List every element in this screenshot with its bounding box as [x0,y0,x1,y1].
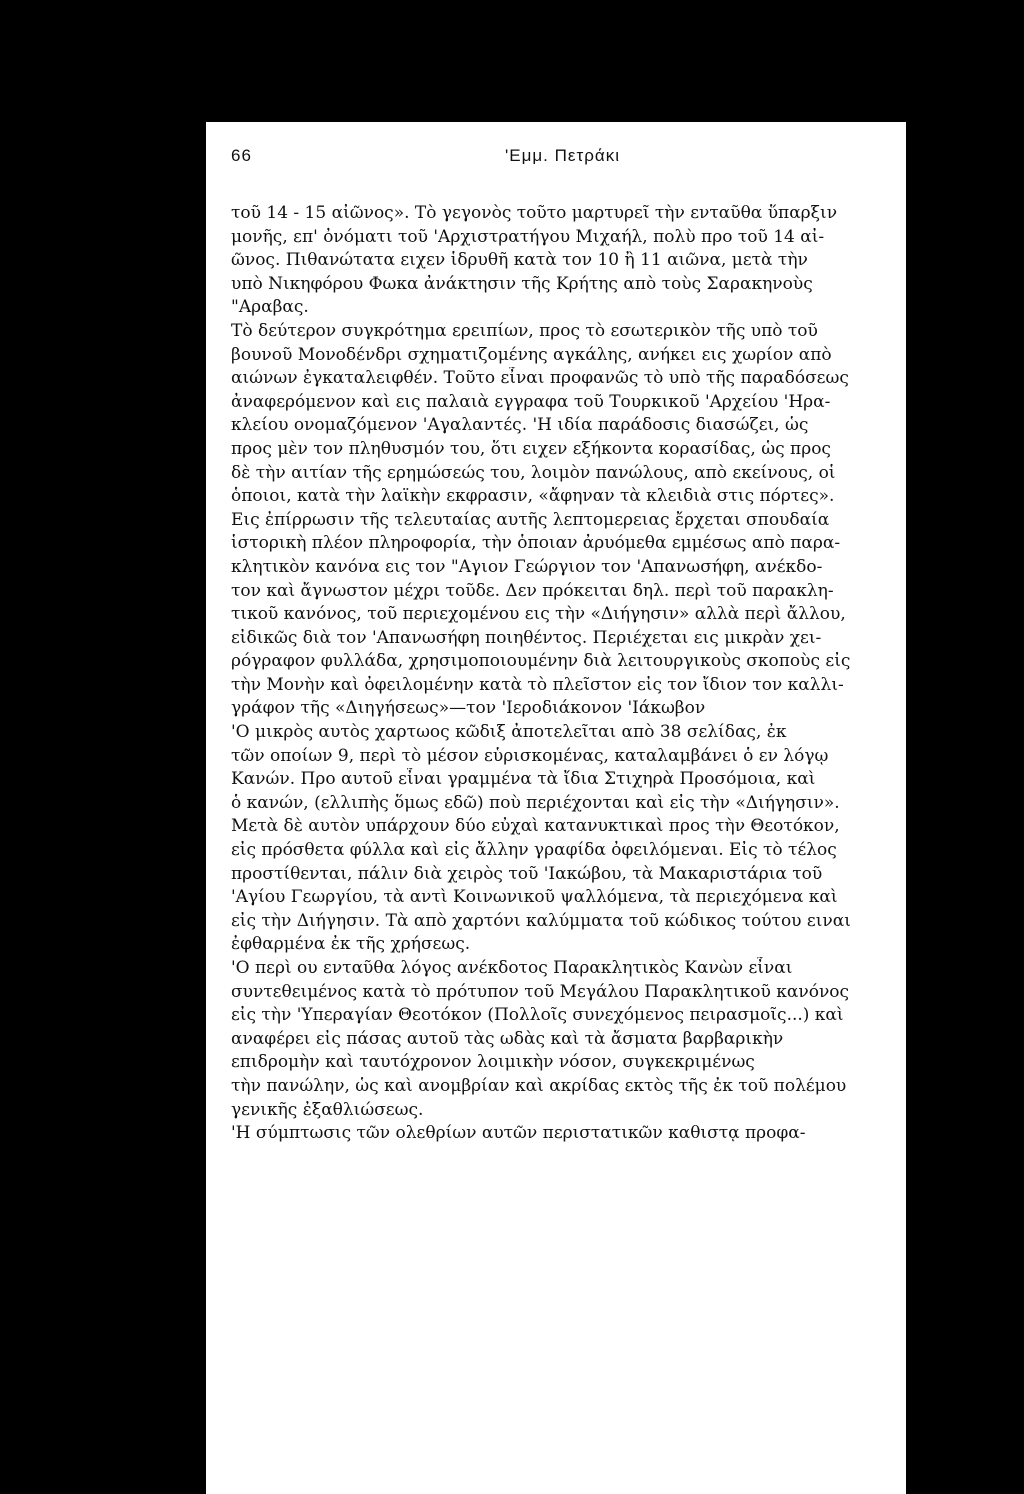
page-number: 66 [231,146,252,165]
text-line: συντεθειμένος κατὰ τὸ πρότυπον τοῦ Μεγάλου Παρακλητικοῦ κανόνος [231,981,850,1002]
text-line: ὁ κανών, (ελλιπὴς ὅμως εδῶ) ποὺ περιέχονται καὶ εἰς τὴν «Διήγησιν». [231,792,840,813]
text-line: τον καὶ ἄγνωστον μέχρι τοῦδε. Δεν πρόκειται δηλ. περὶ τοῦ παρακλη- [231,580,834,601]
text-line: κλείου ονομαζόμενον 'Αγαλαντές. 'Η ιδία παράδοσις διασώζει, ὡς [231,415,809,436]
text-line: εἰς πρόσθετα φύλλα καὶ εἰς ἄλλην γραφίδα ὀφειλόμεναι. Εἰς τὸ τέλος [231,840,837,861]
running-head [231,146,791,170]
text-line: ὁποιοι, κατὰ τὴν λαϊκὴν εκφρασιν, «ἄφηναν τὰ κλειδιὰ στις πόρτες». [231,486,835,507]
text-line: ἀναφερόμενον καὶ εις παλαιὰ εγγραφα τοῦ Τουρκικοῦ 'Αρχείου 'Ηρα- [231,391,831,412]
text-line: εἰς τὴν Διήγησιν. Τὰ απὸ χαρτόνι καλύμματα τοῦ κώδικος τούτου ειναι [231,910,851,931]
text-line: βουνοῦ Μονοδένδρι σχηματιζομένης αγκάλης, ανήκει εις χωρίον απὸ [231,344,832,365]
text-line: Κανών. Προ αυτοῦ εἶναι γραμμένα τὰ ἴδια Στιχηρὰ Προσόμοια, καὶ [231,769,816,790]
text-line: 'Αγίου Γεωργίου, τὰ αντὶ Κοινωνικοῦ ψαλλόμενα, τὰ περιεχόμενα καὶ [231,887,838,908]
text-line: "Αραβας. [231,297,309,318]
text-line: γράφον τῆς «Διηγήσεως»—τον 'Ιεροδιάκονον 'Ιάκωβον [231,698,706,719]
text-line: ἐφθαρμένα ἐκ τῆς χρήσεως. [231,934,471,955]
text-line: δὲ τὴν αιτίαν τῆς ερημώσεώς του, λοιμὸν πανώλους, απὸ εκείνους, οἱ [231,462,836,483]
text-line: μονῆς, επ' ὀνόματι τοῦ 'Αρχιστρατήγου Μιχαήλ, πολὺ προ τοῦ 14 αἰ- [231,226,825,247]
text-line: 'Η σύμπτωσις τῶν ολεθρίων αυτῶν περιστατικῶν καθιστᾳ προφα- [231,1123,806,1144]
document-page [206,122,906,1494]
text-line: επιδρομὴν καὶ ταυτόχρονον λοιμικὴν νόσον, συγκεκριμένως [231,1052,755,1073]
text-line: τικοῦ κανόνος, τοῦ περιεχομένου εις τὴν «Διήγησιν» αλλὰ περὶ ἄλλου, [231,604,846,625]
text-line: κλητικὸν κανόνα εις τον "Αγιον Γεώργιον τον 'Απανωσήφη, ανέκδο- [231,556,823,577]
text-line: Τὸ δεύτερον συγκρότημα ερειπίων, προς τὸ εσωτερικὸν τῆς υπὸ τοῦ [231,320,818,341]
text-line: ρόγραφον φυλλάδα, χρησιμοποιουμένην διὰ λειτουργικοὺς σκοποὺς εἰς [231,651,851,672]
text-line: Μετὰ δὲ αυτὸν υπάρχουν δύο εὐχαὶ κατανυκτικαὶ προς τὴν Θεοτόκον, [231,816,840,837]
text-line: προς μὲν τον πληθυσμόν του, ὅτι ειχεν εξήκοντα κορασίδας, ὡς προς [231,438,831,459]
text-line: τοῦ 14 - 15 αἰῶνος». Τὸ γεγονὸς τοῦτο μαρτυρεῖ τὴν ενταῦθα ὕπαρξιν [231,203,838,223]
text-line: ἱστορικὴ πλέον πληροφορία, τὴν ὁποιαν ἀρυόμεθα εμμέσως απὸ παρα- [231,533,841,554]
body-text [231,202,891,1146]
text-line: 'Ο περὶ ου ενταῦθα λόγος ανέκδοτος Παρακλητικὸς Κανὼν εἶναι [231,958,793,978]
text-line: γενικῆς ἐξαθλιώσεως. [231,1099,424,1120]
text-line: 'Ο μικρὸς αυτὸς χαρτωος κῶδιξ ἀποτελεῖται απὸ 38 σελίδας, ἐκ [231,722,787,743]
text-line: εἰς τὴν 'Υπεραγίαν Θεοτόκον (Πολλοῖς συνεχόμενος πειρασμοῖς...) καὶ [231,1005,844,1026]
text-line: εἰδικῶς διὰ τον 'Απανωσήφη ποιηθέντος. Περιέχεται εις μικρὰν χει- [231,627,822,648]
text-line: Εις ἐπίρρωσιν τῆς τελευταίας αυτῆς λεπτομερειας ἔρχεται σπουδαία [231,509,830,530]
text-line: ῶνος. Πιθανώτατα ειχεν ἱδρυθῆ κατὰ τον 10 ἢ 11 αιῶνα, μετὰ τὴν [231,250,808,271]
text-line: αιώνων ἐγκαταλειφθέν. Τοῦτο εἶναι προφανῶς τὸ υπὸ τῆς παραδόσεως [231,368,849,389]
text-line: τῶν οποίων 9, περὶ τὸ μέσον εὑρισκομένας, καταλαμβάνει ὁ εν λόγῳ [231,745,829,766]
text-line: αναφέρει εἰς πάσας αυτοῦ τὰς ωδὰς καὶ τὰ ἄσματα βαρβαρικὴν [231,1028,784,1049]
text-line: τὴν πανώλην, ὡς καὶ ανομβρίαν καὶ ακρίδας εκτὸς τῆς ἐκ τοῦ πολέμου [231,1075,847,1096]
text-line: τὴν Μονὴν καὶ ὀφειλομένην κατὰ τὸ πλεῖστον εἰς τον ἴδιον τον καλλι- [231,674,844,695]
running-head-author: 'Εμμ. Πετράκι [505,146,620,165]
text-line: προστίθενται, πάλιν διὰ χειρὸς τοῦ 'Ιακώβου, τὰ Μακαριστάρια τοῦ [231,863,823,884]
text-line: υπὸ Νικηφόρου Φωκα ἀνάκτησιν τῆς Κρήτης απὸ τοὺς Σαρακηνοὺς [231,273,813,294]
